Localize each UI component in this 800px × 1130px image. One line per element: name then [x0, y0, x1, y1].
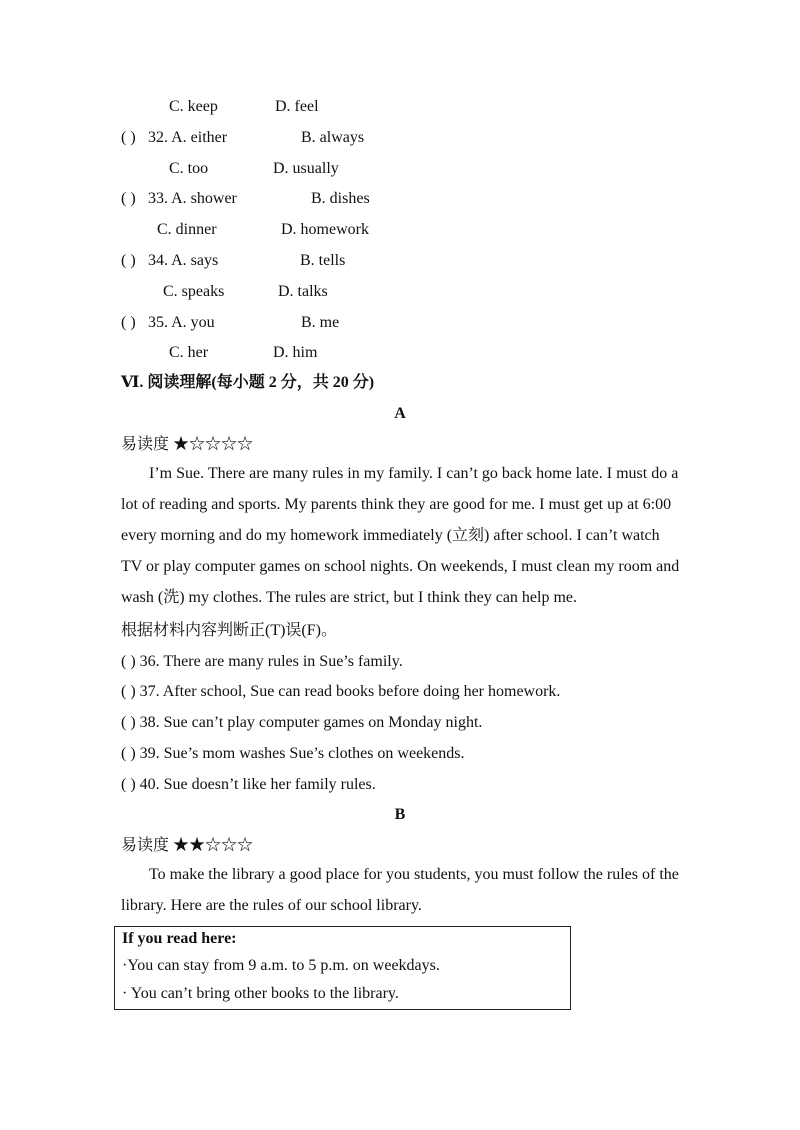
- q35-option-a: 35. A. you: [148, 314, 215, 331]
- passage-a-instruction: 根据材料内容判断正(T)误(F)。: [121, 622, 337, 639]
- q34-option-c: C. speaks: [163, 283, 225, 300]
- question-37: ( ) 37. After school, Sue can read books before doing her homework.: [121, 683, 561, 700]
- question-39: ( ) 39. Sue’s mom washes Sue’s clothes on weekends.: [121, 745, 465, 762]
- q32-option-a: 32. A. either: [148, 129, 228, 146]
- library-rule-1: ·You can stay from 9 a.m. to 5 p.m. on weekdays.: [122, 957, 440, 974]
- passage-b-label: B: [394, 806, 406, 823]
- passage-b-text: To make the library a good place for you students, you must follow the rules of the library. Here are the rules of our school library.: [121, 866, 679, 914]
- passage-a-body: [121, 458, 681, 613]
- passage-a-difficulty: 易读度 ★☆☆☆☆: [121, 436, 254, 453]
- library-rule-2: · You can’t bring other books to the library.: [122, 985, 399, 1002]
- q32-option-b: B. always: [301, 129, 365, 146]
- q35-blank: ( ): [121, 314, 136, 331]
- q31-option-d: D. feel: [275, 98, 319, 115]
- question-36: ( ) 36. There are many rules in Sue’s family.: [121, 653, 403, 670]
- q32-blank: ( ): [121, 129, 136, 146]
- passage-a-label: A: [394, 405, 406, 422]
- q31-option-c: C. keep: [169, 98, 218, 115]
- library-rules-box: [114, 926, 571, 1010]
- q33-option-b: B. dishes: [311, 190, 370, 207]
- q33-option-d: D. homework: [281, 221, 369, 238]
- passage-b-body: [121, 859, 681, 921]
- passage-a-text: I’m Sue. There are many rules in my family. I can’t go back home late. I must do a lot of reading and sports. My parents think they are good for me. I must get up at 6:00 every morning and do my homework immediately (立刻) after school. I can’t watch TV or play computer games on school nights. On weekends, I must clean my room and wash (洗) my clothes. The rules are strict, but I think they can help me.: [121, 465, 680, 606]
- section-title: Ⅵ. 阅读理解(每小题 2 分，共 20 分): [121, 374, 375, 391]
- q35-option-c: C. her: [169, 344, 209, 361]
- q35-option-d: D. him: [273, 344, 318, 361]
- q32-option-d: D. usually: [273, 160, 339, 177]
- q34-option-b: B. tells: [300, 252, 346, 269]
- q34-blank: ( ): [121, 252, 136, 269]
- q35-option-b: B. me: [301, 314, 340, 331]
- q34-option-a: 34. A. says: [148, 252, 219, 269]
- q33-option-a: 33. A. shower: [148, 190, 237, 207]
- question-40: ( ) 40. Sue doesn’t like her family rules.: [121, 776, 376, 793]
- q34-option-d: D. talks: [278, 283, 328, 300]
- library-rules-heading: If you read here:: [122, 930, 237, 947]
- q33-blank: ( ): [121, 190, 136, 207]
- q33-option-c: C. dinner: [157, 221, 217, 238]
- question-38: ( ) 38. Sue can’t play computer games on Monday night.: [121, 714, 483, 731]
- passage-b-difficulty: 易读度 ★★☆☆☆: [121, 837, 254, 854]
- q32-option-c: C. too: [169, 160, 209, 177]
